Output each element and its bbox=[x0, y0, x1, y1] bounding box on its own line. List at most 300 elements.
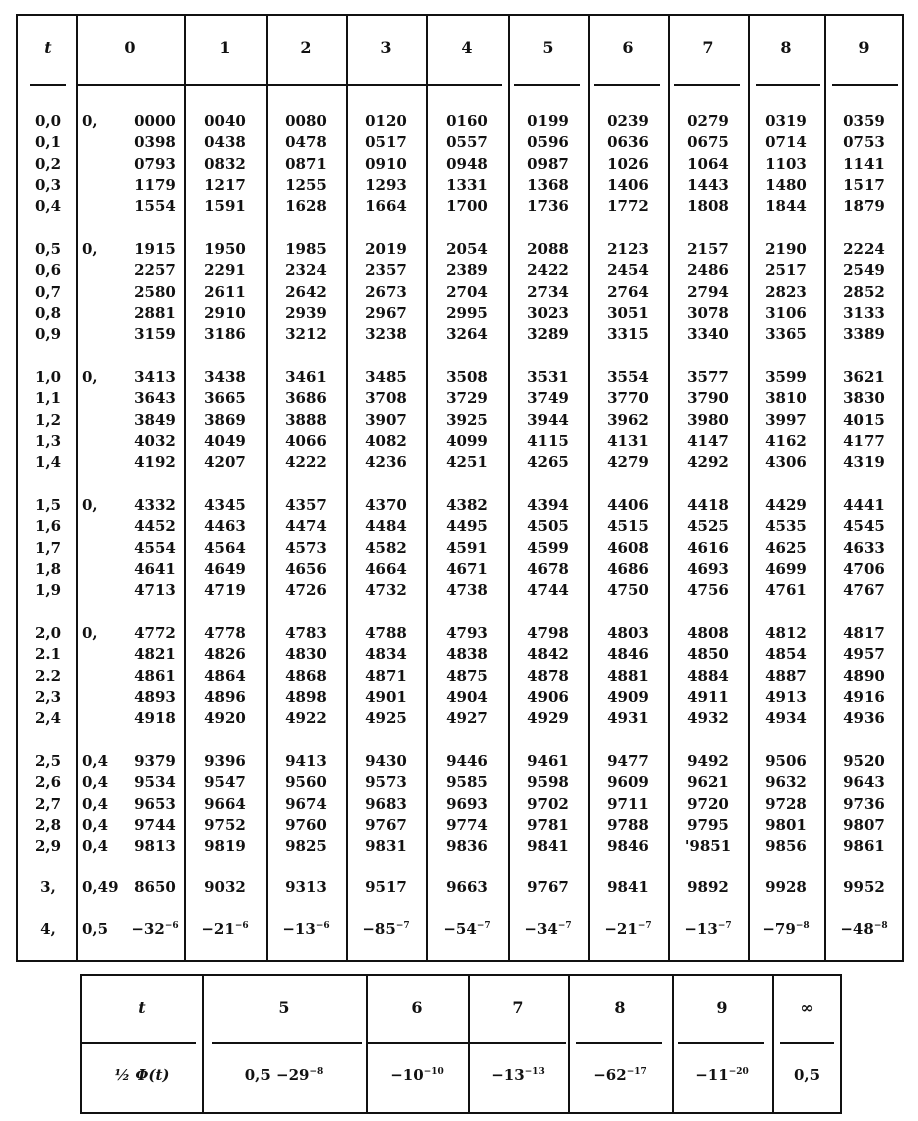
table-cell: 4495 bbox=[446, 517, 488, 536]
table-cell: 1844 bbox=[765, 197, 807, 216]
exponent: −7 bbox=[637, 921, 652, 931]
table-cell: 4279 bbox=[607, 453, 649, 472]
table-cell: 4913 bbox=[765, 687, 807, 706]
table-cell: 2357 bbox=[365, 261, 407, 280]
table-cell: 4890 bbox=[843, 666, 885, 685]
table-cell: 3508 bbox=[446, 368, 488, 386]
row-label: 1,2 bbox=[34, 410, 62, 429]
table-cell: 9813 bbox=[134, 837, 176, 856]
table-cell: 0478 bbox=[285, 133, 327, 152]
table-cell: 4916 bbox=[843, 687, 885, 706]
table-cell: 2291 bbox=[204, 261, 246, 280]
table-cell: 4911 bbox=[687, 687, 729, 706]
column-divider bbox=[672, 976, 674, 1112]
table-cell: $-48^{-8}$ bbox=[840, 920, 888, 938]
table-cell: 3554 bbox=[607, 368, 649, 386]
row-label: 4, bbox=[40, 920, 56, 938]
table-cell: 9632 bbox=[765, 773, 807, 792]
table-cell: 1664 bbox=[365, 197, 407, 216]
table-cell: 4564 bbox=[204, 538, 246, 557]
table-cell: 4484 bbox=[365, 517, 407, 536]
row-label: 1,7 bbox=[34, 538, 62, 557]
column-header-7: 7 bbox=[702, 38, 714, 57]
table-cell: 4738 bbox=[446, 581, 488, 600]
table-cell: 3413 bbox=[134, 368, 176, 386]
header-rule bbox=[678, 1042, 764, 1044]
table-cell: 2389 bbox=[446, 261, 488, 280]
table-cell: 1879 bbox=[843, 197, 885, 216]
table-cell: 0987 bbox=[527, 154, 569, 173]
table-cell: 9379 bbox=[134, 752, 176, 770]
table-cell: 0948 bbox=[446, 154, 488, 173]
table-cell: 3051 bbox=[607, 303, 649, 322]
table-cell: 9744 bbox=[134, 815, 176, 834]
table-cell: 1628 bbox=[285, 197, 327, 216]
table-cell: 1554 bbox=[134, 197, 176, 216]
header-rule bbox=[756, 84, 820, 86]
table-cell: 4441 bbox=[843, 496, 885, 514]
table-cell: 2549 bbox=[843, 261, 885, 280]
table-cell: 3770 bbox=[607, 389, 649, 408]
table-cell: 9728 bbox=[765, 794, 807, 813]
table-cell: 2088 bbox=[527, 240, 569, 258]
table-cell: 9461 bbox=[527, 752, 569, 770]
table-cell: 9517 bbox=[365, 878, 407, 896]
table-cell: 9846 bbox=[607, 837, 649, 856]
table-cell: 3849 bbox=[134, 410, 176, 429]
table-cell: 4756 bbox=[687, 581, 729, 600]
table-cell: 9609 bbox=[607, 773, 649, 792]
table-cell: 3729 bbox=[446, 389, 488, 408]
table-cell: 4906 bbox=[527, 687, 569, 706]
table-cell: $-85^{-7}$ bbox=[362, 920, 410, 938]
table-cell: 9492 bbox=[687, 752, 729, 770]
table-cell: 4115 bbox=[527, 431, 569, 450]
table-cell: 3944 bbox=[527, 410, 569, 429]
row-label: 2.2 bbox=[34, 666, 62, 685]
table-cell: 9032 bbox=[204, 878, 246, 896]
table-cell: $-79^{-8}$ bbox=[762, 920, 810, 938]
row-prefix: 0,4 bbox=[82, 815, 109, 834]
header-rule bbox=[674, 84, 740, 86]
table-cell: 4573 bbox=[285, 538, 327, 557]
header-t: t bbox=[44, 38, 52, 57]
header-rule bbox=[780, 1042, 834, 1044]
table-cell: 4625 bbox=[765, 538, 807, 557]
table-cell: 9653 bbox=[134, 794, 176, 813]
table-cell: 9736 bbox=[843, 794, 885, 813]
header-rule bbox=[76, 84, 502, 86]
bottom-column-header: ∞ bbox=[800, 998, 814, 1017]
column-header-4: 4 bbox=[461, 38, 473, 57]
table-cell: 4616 bbox=[687, 538, 729, 557]
table-cell: 4927 bbox=[446, 709, 488, 728]
table-cell: 3438 bbox=[204, 368, 246, 386]
table-cell: 4236 bbox=[365, 453, 407, 472]
table-cell: 9693 bbox=[446, 794, 488, 813]
table-cell: 4505 bbox=[527, 517, 569, 536]
table-cell: 9683 bbox=[365, 794, 407, 813]
table-cell: 9952 bbox=[843, 878, 885, 896]
table-cell: 0239 bbox=[607, 112, 649, 130]
row-label: 0,8 bbox=[34, 303, 62, 322]
row-prefix: 0, bbox=[82, 240, 98, 258]
row-label: 2.1 bbox=[34, 645, 62, 664]
table-cell: 0675 bbox=[687, 133, 729, 152]
row-prefix: 0,4 bbox=[82, 837, 109, 856]
table-cell: 4292 bbox=[687, 453, 729, 472]
table-cell: 2054 bbox=[446, 240, 488, 258]
table-cell: 4671 bbox=[446, 559, 488, 578]
table-cell: 4803 bbox=[607, 624, 649, 642]
table-cell: 0753 bbox=[843, 133, 885, 152]
exponent: −8 bbox=[309, 1067, 324, 1077]
row-label: 0,6 bbox=[34, 261, 62, 280]
table-cell: '9851 bbox=[684, 837, 732, 856]
table-cell: 1736 bbox=[527, 197, 569, 216]
header-rule bbox=[30, 84, 66, 86]
row-label: 2,9 bbox=[34, 837, 62, 856]
table-cell: 4251 bbox=[446, 453, 488, 472]
table-cell: 4599 bbox=[527, 538, 569, 557]
header-rule bbox=[514, 84, 580, 86]
table-cell: 1179 bbox=[134, 175, 176, 194]
row-label: 1,1 bbox=[34, 389, 62, 408]
table-cell: 4099 bbox=[446, 431, 488, 450]
row-label: 0,1 bbox=[34, 133, 62, 152]
row-label: 0,0 bbox=[34, 112, 62, 130]
table-cell: 1141 bbox=[843, 154, 885, 173]
table-cell: 9413 bbox=[285, 752, 327, 770]
asymptotic-values-table bbox=[80, 974, 842, 1114]
column-divider bbox=[568, 976, 570, 1112]
table-cell: 3925 bbox=[446, 410, 488, 429]
table-cell: 9506 bbox=[765, 752, 807, 770]
table-cell: 1217 bbox=[204, 175, 246, 194]
column-header-9: 9 bbox=[858, 38, 870, 57]
column-header-2: 2 bbox=[300, 38, 312, 57]
table-cell: 4783 bbox=[285, 624, 327, 642]
row-label: 0,2 bbox=[34, 154, 62, 173]
table-cell: 4429 bbox=[765, 496, 807, 514]
table-cell: 4066 bbox=[285, 431, 327, 450]
table-cell: 3340 bbox=[687, 325, 729, 344]
table-cell: 4932 bbox=[687, 709, 729, 728]
table-cell: 0517 bbox=[365, 133, 407, 152]
table-cell: 2734 bbox=[527, 282, 569, 301]
table-cell: 3810 bbox=[765, 389, 807, 408]
table-cell: 1255 bbox=[285, 175, 327, 194]
table-cell: 9781 bbox=[527, 815, 569, 834]
table-cell: 3749 bbox=[527, 389, 569, 408]
table-cell: 2157 bbox=[687, 240, 729, 258]
table-cell: 2967 bbox=[365, 303, 407, 322]
row-label: 1,3 bbox=[34, 431, 62, 450]
table-cell: 3186 bbox=[204, 325, 246, 344]
table-cell: 0596 bbox=[527, 133, 569, 152]
table-cell: 0398 bbox=[134, 133, 176, 152]
table-cell: 9856 bbox=[765, 837, 807, 856]
table-cell: 4306 bbox=[765, 453, 807, 472]
column-header-0: 0 bbox=[124, 38, 136, 57]
table-cell: 4922 bbox=[285, 709, 327, 728]
table-cell: 3577 bbox=[687, 368, 729, 386]
table-cell: 2019 bbox=[365, 240, 407, 258]
table-cell: 2422 bbox=[527, 261, 569, 280]
header-rule bbox=[212, 1042, 362, 1044]
bottom-label-phi: ½ Φ(t) bbox=[114, 1066, 170, 1084]
row-prefix: 0, bbox=[82, 112, 98, 130]
table-cell: 0793 bbox=[134, 154, 176, 173]
row-label: 3, bbox=[40, 878, 56, 896]
table-cell: 9663 bbox=[446, 878, 488, 896]
exponent: −7 bbox=[717, 921, 732, 931]
table-cell: 0832 bbox=[204, 154, 246, 173]
row-label: 2,5 bbox=[34, 752, 62, 770]
table-cell: 3962 bbox=[607, 410, 649, 429]
table-cell: 9674 bbox=[285, 794, 327, 813]
bottom-value: $-11^{-20}$ bbox=[695, 1066, 749, 1084]
table-cell: 4049 bbox=[204, 431, 246, 450]
table-cell: 4678 bbox=[527, 559, 569, 578]
table-cell: 0359 bbox=[843, 112, 885, 130]
table-cell: 0120 bbox=[365, 112, 407, 130]
table-cell: 2910 bbox=[204, 303, 246, 322]
bottom-column-header: 6 bbox=[411, 998, 423, 1017]
row-prefix: 0, bbox=[82, 624, 98, 642]
table-cell: 0557 bbox=[446, 133, 488, 152]
table-cell: 4904 bbox=[446, 687, 488, 706]
table-cell: 3078 bbox=[687, 303, 729, 322]
table-cell: 0000 bbox=[134, 112, 176, 130]
table-cell: 3289 bbox=[527, 325, 569, 344]
table-cell: 4826 bbox=[204, 645, 246, 664]
table-cell: 4332 bbox=[134, 496, 176, 514]
table-cell: 4699 bbox=[765, 559, 807, 578]
row-label: 1,5 bbox=[34, 496, 62, 514]
exponent: −20 bbox=[728, 1067, 749, 1077]
table-cell: 4452 bbox=[134, 517, 176, 536]
table-cell: 4554 bbox=[134, 538, 176, 557]
table-cell: 3980 bbox=[687, 410, 729, 429]
table-cell: 4918 bbox=[134, 709, 176, 728]
table-cell: 4854 bbox=[765, 645, 807, 664]
table-cell: 1808 bbox=[687, 197, 729, 216]
column-divider bbox=[366, 976, 368, 1112]
table-cell: 4808 bbox=[687, 624, 729, 642]
row-label: 1,4 bbox=[34, 453, 62, 472]
table-cell: 2642 bbox=[285, 282, 327, 301]
table-cell: 4641 bbox=[134, 559, 176, 578]
table-cell: 4920 bbox=[204, 709, 246, 728]
table-cell: 3315 bbox=[607, 325, 649, 344]
bottom-value: $-62^{-17}$ bbox=[593, 1066, 647, 1084]
table-cell: 3665 bbox=[204, 389, 246, 408]
exponent: −17 bbox=[626, 1067, 647, 1077]
table-cell: 9767 bbox=[365, 815, 407, 834]
table-cell: 4778 bbox=[204, 624, 246, 642]
table-cell: 4713 bbox=[134, 581, 176, 600]
table-cell: 9520 bbox=[843, 752, 885, 770]
table-cell: 0279 bbox=[687, 112, 729, 130]
table-cell: 4929 bbox=[527, 709, 569, 728]
table-cell: 9711 bbox=[607, 794, 649, 813]
column-header-8: 8 bbox=[780, 38, 792, 57]
table-cell: 0910 bbox=[365, 154, 407, 173]
header-rule bbox=[832, 84, 898, 86]
bottom-value: $-13^{-13}$ bbox=[491, 1066, 545, 1084]
table-cell: 4925 bbox=[365, 709, 407, 728]
table-cell: 1026 bbox=[607, 154, 649, 173]
table-cell: 1915 bbox=[134, 240, 176, 258]
table-cell: 3106 bbox=[765, 303, 807, 322]
table-cell: 9396 bbox=[204, 752, 246, 770]
table-cell: 4147 bbox=[687, 431, 729, 450]
table-cell: 4418 bbox=[687, 496, 729, 514]
column-divider bbox=[202, 976, 204, 1112]
table-cell: 4177 bbox=[843, 431, 885, 450]
table-cell: 4957 bbox=[843, 645, 885, 664]
table-cell: 0871 bbox=[285, 154, 327, 173]
table-cell: 2224 bbox=[843, 240, 885, 258]
table-cell: 4032 bbox=[134, 431, 176, 450]
table-cell: 4861 bbox=[134, 666, 176, 685]
table-cell: 4649 bbox=[204, 559, 246, 578]
row-prefix: 0,4 bbox=[82, 794, 109, 813]
table-cell: 2123 bbox=[607, 240, 649, 258]
table-cell: 8650 bbox=[134, 878, 176, 896]
table-cell: 9760 bbox=[285, 815, 327, 834]
table-cell: 9702 bbox=[527, 794, 569, 813]
table-cell: 9585 bbox=[446, 773, 488, 792]
table-cell: $-32^{-6}$ bbox=[131, 920, 179, 938]
table-cell: 1772 bbox=[607, 197, 649, 216]
table-cell: 2580 bbox=[134, 282, 176, 301]
table-cell: 1985 bbox=[285, 240, 327, 258]
table-cell: 4893 bbox=[134, 687, 176, 706]
column-header-6: 6 bbox=[622, 38, 634, 57]
table-cell: 3830 bbox=[843, 389, 885, 408]
table-cell: 1103 bbox=[765, 154, 807, 173]
header-rule bbox=[594, 84, 660, 86]
table-cell: 4706 bbox=[843, 559, 885, 578]
column-header-3: 3 bbox=[380, 38, 392, 57]
table-cell: 9598 bbox=[527, 773, 569, 792]
table-cell: 4881 bbox=[607, 666, 649, 685]
table-cell: 9621 bbox=[687, 773, 729, 792]
table-cell: 4788 bbox=[365, 624, 407, 642]
table-cell: 3212 bbox=[285, 325, 327, 344]
table-cell: 9861 bbox=[843, 837, 885, 856]
table-cell: 3621 bbox=[843, 368, 885, 386]
normal-distribution-table bbox=[16, 14, 904, 962]
table-cell: 1950 bbox=[204, 240, 246, 258]
table-cell: 0319 bbox=[765, 112, 807, 130]
row-prefix: 0,4 bbox=[82, 752, 109, 770]
table-cell: 2190 bbox=[765, 240, 807, 258]
table-cell: 4525 bbox=[687, 517, 729, 536]
table-cell: 9767 bbox=[527, 878, 569, 896]
row-label: 2,6 bbox=[34, 773, 62, 792]
table-cell: 4868 bbox=[285, 666, 327, 685]
table-cell: 4875 bbox=[446, 666, 488, 685]
table-cell: 4846 bbox=[607, 645, 649, 664]
table-cell: 9446 bbox=[446, 752, 488, 770]
table-cell: 2939 bbox=[285, 303, 327, 322]
table-cell: 4207 bbox=[204, 453, 246, 472]
row-label: 1,8 bbox=[34, 559, 62, 578]
row-prefix: 0, bbox=[82, 368, 98, 386]
table-cell: 3238 bbox=[365, 325, 407, 344]
row-label: 2,3 bbox=[34, 687, 62, 706]
exponent: −6 bbox=[164, 921, 179, 931]
table-cell: 4515 bbox=[607, 517, 649, 536]
table-cell: 4750 bbox=[607, 581, 649, 600]
bottom-column-header: 9 bbox=[716, 998, 728, 1017]
table-cell: 4896 bbox=[204, 687, 246, 706]
table-cell: 2324 bbox=[285, 261, 327, 280]
table-cell: 1406 bbox=[607, 175, 649, 194]
table-cell: 3461 bbox=[285, 368, 327, 386]
table-cell: 1293 bbox=[365, 175, 407, 194]
table-cell: 4463 bbox=[204, 517, 246, 536]
exponent: −7 bbox=[476, 921, 491, 931]
row-label: 0,9 bbox=[34, 325, 62, 344]
table-cell: 4864 bbox=[204, 666, 246, 685]
table-cell: 2881 bbox=[134, 303, 176, 322]
table-cell: 3997 bbox=[765, 410, 807, 429]
table-cell: 9819 bbox=[204, 837, 246, 856]
table-cell: 9928 bbox=[765, 878, 807, 896]
table-cell: 9560 bbox=[285, 773, 327, 792]
table-cell: 3159 bbox=[134, 325, 176, 344]
table-cell: 9788 bbox=[607, 815, 649, 834]
row-label: 0,4 bbox=[34, 197, 62, 216]
row-prefix: 0,49 bbox=[82, 878, 119, 896]
table-cell: 9643 bbox=[843, 773, 885, 792]
table-cell: 3023 bbox=[527, 303, 569, 322]
table-cell: 0040 bbox=[204, 112, 246, 130]
table-cell: 1331 bbox=[446, 175, 488, 194]
table-cell: 4406 bbox=[607, 496, 649, 514]
table-cell: 4936 bbox=[843, 709, 885, 728]
row-label: 2,4 bbox=[34, 709, 62, 728]
table-cell: 9841 bbox=[607, 878, 649, 896]
exponent: −13 bbox=[524, 1067, 545, 1077]
column-header-1: 1 bbox=[219, 38, 231, 57]
table-cell: $-13^{-7}$ bbox=[684, 920, 732, 938]
table-cell: 4535 bbox=[765, 517, 807, 536]
table-cell: 4898 bbox=[285, 687, 327, 706]
table-cell: 3389 bbox=[843, 325, 885, 344]
table-cell: 3869 bbox=[204, 410, 246, 429]
table-cell: 4726 bbox=[285, 581, 327, 600]
header-rule bbox=[576, 1042, 662, 1044]
row-prefix: 0,4 bbox=[82, 773, 109, 792]
table-cell: 4901 bbox=[365, 687, 407, 706]
exponent: −6 bbox=[315, 921, 330, 931]
table-cell: 1480 bbox=[765, 175, 807, 194]
table-cell: 4909 bbox=[607, 687, 649, 706]
table-cell: 9831 bbox=[365, 837, 407, 856]
row-label: 2,8 bbox=[34, 815, 62, 834]
table-cell: 2454 bbox=[607, 261, 649, 280]
column-header-5: 5 bbox=[542, 38, 554, 57]
table-cell: 4732 bbox=[365, 581, 407, 600]
exponent: −8 bbox=[873, 921, 888, 931]
table-cell: 4842 bbox=[527, 645, 569, 664]
table-cell: 4744 bbox=[527, 581, 569, 600]
